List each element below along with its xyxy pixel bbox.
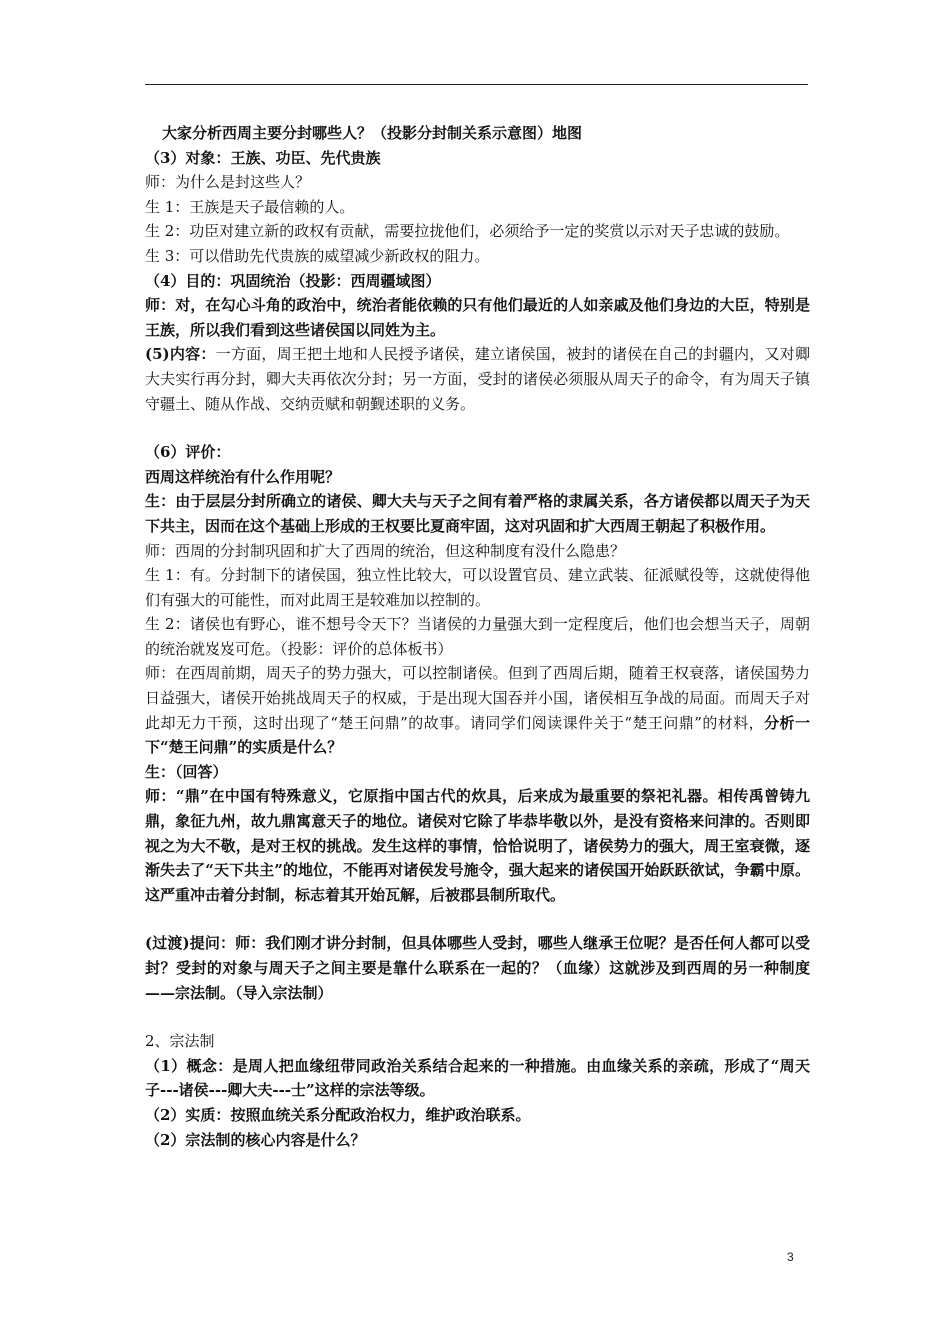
paragraph-text: 师：为什么是封这些人？	[145, 173, 311, 192]
paragraph-text: （3）对象：王族、功臣、先代贵族	[145, 148, 381, 167]
blank-line	[145, 907, 810, 931]
paragraph-text: 师：在西周前期，周天子的势力强大，可以控制诸侯。但到了西周后期，随着王权衰落，诸侯国势力日益强大，诸侯开始挑战周天子的权威，于是出现大国吞并小国，诸侯相互争战的局面。而周天子对此却无力干预，这时出现了“楚王问鼎”的故事。请同学们阅读课件关于“楚王问鼎”的材料，	[145, 664, 810, 732]
header-rule	[145, 84, 808, 85]
paragraph-text: 师：对，在勾心斗角的政治中，统治者能依赖的只有他们最近的人如亲戚及他们身边的大臣，特别是王族，所以我们看到这些诸侯国以同姓为主。	[145, 296, 810, 339]
paragraph	[145, 1128, 810, 1153]
paragraph-text: 生：（回答）	[145, 762, 228, 781]
paragraph	[145, 661, 810, 759]
paragraph	[145, 121, 810, 146]
paragraph-text: 生：由于层层分封所确立的诸侯、卿大夫与天子之间有着严格的隶属关系，各方诸侯都以周天子为天下共主，因而在这个基础上形成的王权要比夏商牢固，这对巩固和扩大西周王朝起了积极作用。	[145, 492, 810, 535]
paragraph-text: 师：“鼎”在中国有特殊意义，它原指中国古代的炊具，后来成为最重要的祭祀礼器。相传禹曾铸九鼎，象征九州，故九鼎寓意天子的地位。诸侯对它除了毕恭毕敬以外，是没有资格来问津的。否则即视之为大不敬，是对王权的挑战。发生这样的事情，恰恰说明了，诸侯势力的强大，周王室衰微，逐渐失去了“天下共主”的地位，不能再对诸侯发号施令，强大起来的诸侯国开始跃跃欲试，争霸中原。这严重冲击着分封制，标志着其开始瓦解，后被郡县制所取代。	[145, 787, 810, 904]
paragraph	[145, 1029, 810, 1054]
paragraph-text: 2、宗法制	[145, 1032, 215, 1051]
paragraph	[145, 342, 810, 416]
paragraph	[145, 539, 810, 564]
paragraph	[145, 465, 810, 490]
paragraph	[145, 440, 810, 465]
paragraph-text: (过渡)提问：师：我们刚才讲分封制，但具体哪些人受封，哪些人继承王位呢？是否任何人都可以受封？受封的对象与周天子之间主要是靠什么联系在一起的？（血缘）这就涉及到西周的另一种制度——宗法制。（导入宗法制）	[145, 934, 810, 1002]
paragraph-text: 师：西周的分封制巩固和扩大了西周的统治，但这种制度有没什么隐患？	[145, 541, 626, 560]
paragraph-text: 大家分析西周主要分封哪些人？（投影分封制关系示意图）地图	[162, 124, 583, 142]
paragraph	[145, 195, 810, 220]
page-number: 3	[787, 1250, 794, 1264]
blank-line	[145, 1005, 810, 1029]
paragraph	[145, 563, 810, 612]
paragraph-lead: (5)内容：	[145, 345, 216, 364]
paragraph-text: 生 1：王族是天子最信赖的人。	[145, 197, 355, 216]
paragraph	[145, 244, 810, 269]
paragraph-text: 生 2：功臣对建立新的政权有贡献，需要拉拢他们，必须给予一定的奖赏以示对天子忠诚的鼓励。	[145, 222, 790, 241]
paragraph-text: （2）宗法制的核心内容是什么？	[145, 1130, 366, 1149]
paragraph-text: （1）概念：是周人把血缘纽带同政治关系结合起来的一种措施。由血缘关系的亲疏，形成了“周天子---诸侯---卿大夫---士”这样的宗法等级。	[145, 1056, 810, 1100]
paragraph	[145, 219, 810, 244]
paragraph	[145, 1054, 810, 1103]
paragraph	[145, 1103, 810, 1128]
paragraph	[145, 760, 810, 785]
paragraph	[145, 931, 810, 1005]
paragraph	[145, 612, 810, 661]
paragraph	[145, 784, 810, 907]
paragraph-text: （4）目的：巩固统治（投影：西周疆域图）	[145, 271, 441, 290]
paragraph	[145, 146, 810, 171]
paragraph	[145, 170, 810, 195]
paragraph	[145, 489, 810, 538]
paragraph-text: （2）实质：按照血统关系分配政治权力，维护政治联系。	[145, 1105, 531, 1124]
document-body	[145, 121, 810, 1152]
paragraph-text: 生 1：有。分封制下的诸侯国，独立性比较大，可以设置官员、建立武装、征派赋役等，这就使得他们有强大的可能性，而对此周王是较难加以控制的。	[145, 566, 810, 609]
paragraph	[145, 269, 810, 294]
blank-line	[145, 416, 810, 440]
paragraph-text: （6）评价：	[145, 443, 231, 462]
paragraph-tail: 分析一下“楚王问鼎”的实质是什么？	[145, 713, 810, 757]
paragraph-text: 一方面，周王把土地和人民授予诸侯，建立诸侯国，被封的诸侯在自己的封疆内，又对卿大夫实行再分封，卿大夫再依次分封；另一方面，受封的诸侯必须服从周天子的命令，有为周天子镇守疆土、随从作战、交纳贡赋和朝觐述职的义务。	[145, 345, 810, 413]
paragraph	[145, 293, 810, 342]
paragraph-text: 西周这样统治有什么作用呢？	[145, 467, 341, 486]
paragraph-text: 生 2：诸侯也有野心，谁不想号令天下？当诸侯的力量强大到一定程度后，他们也会想当天子，周朝的统治就岌岌可危。（投影：评价的总体板书）	[145, 615, 810, 658]
paragraph-text: 生 3：可以借助先代贵族的威望减少新政权的阻力。	[145, 246, 490, 265]
